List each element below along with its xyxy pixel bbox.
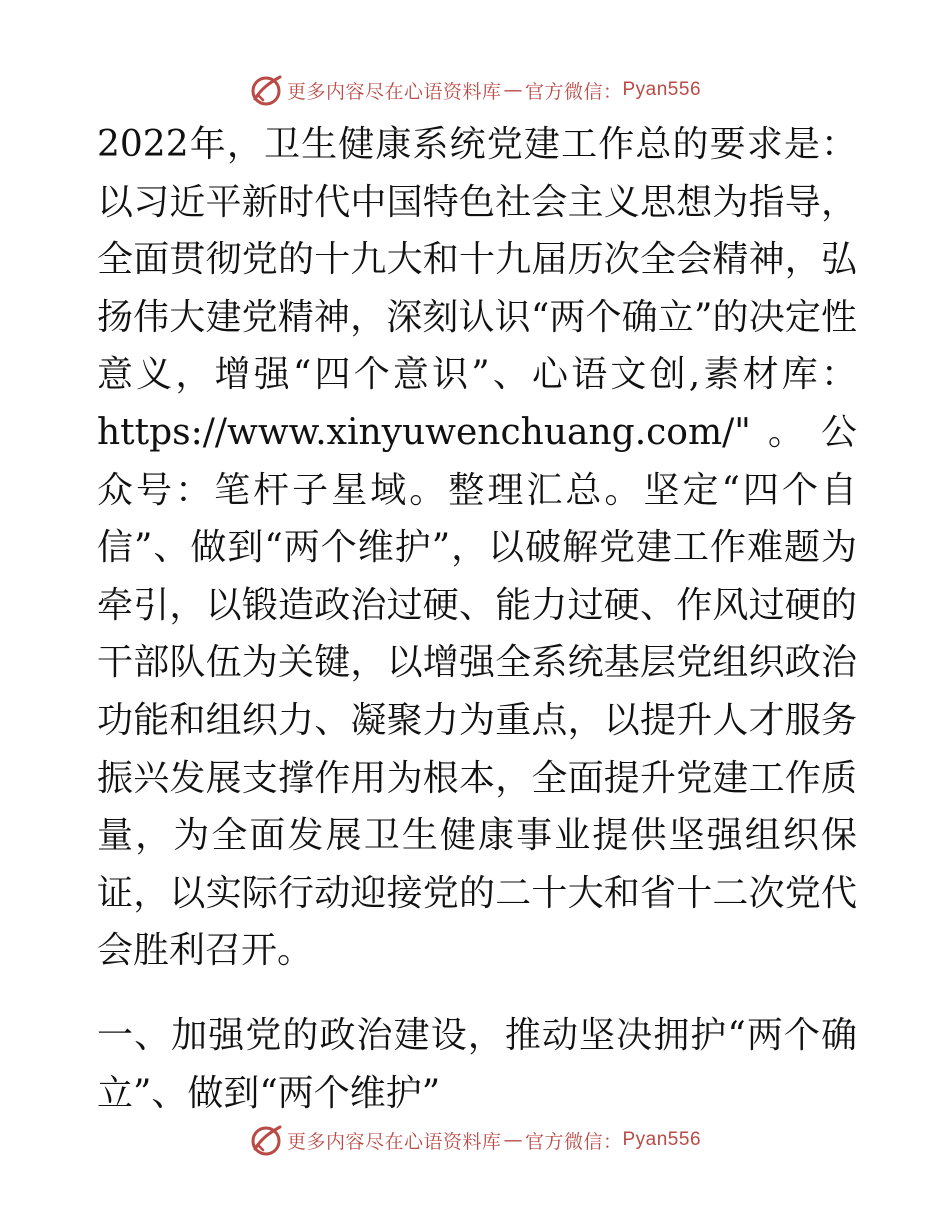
footer-banner	[0, 1120, 950, 1160]
brush-logo-icon	[249, 73, 283, 107]
header-banner	[0, 70, 950, 110]
footer-wechat-id: Pyan556	[622, 1129, 702, 1150]
footer-contact-label: 官方微信：	[524, 1130, 623, 1153]
brush-logo-icon	[249, 1123, 283, 1157]
section-heading: 一、加强党的政治建设，推动坚决拥护“两个确立”、做到“两个维护”	[97, 1014, 857, 1114]
header-wechat-id: Pyan556	[622, 79, 702, 100]
footer-separator: —	[503, 1129, 523, 1151]
document-body	[97, 116, 857, 1122]
header-brand-text: 更多内容尽在心语资料库	[286, 80, 502, 103]
header-contact-label: 官方微信：	[524, 80, 623, 103]
footer-brand-text: 更多内容尽在心语资料库	[286, 1130, 502, 1153]
header-separator: —	[503, 79, 523, 101]
body-paragraph: 2022年，卫生健康系统党建工作总的要求是：以习近平新时代中国特色社会主义思想为指导，全面贯彻党的十九大和十九届历次全会精神，弘扬伟大建党精神，深刻认识“两个确立”的决定性意义，增强“四个意识”、心语文创,素材库：https://www.xinyuwenchuang.com/"。公众号：笔杆子星域。整理汇总。坚定“四个自信”、做到“两个维护”，以破解党建工作难题为牵引，以锻造政治过硬、能力过硬、作风过硬的干部队伍为关键，以增强全系统基层党组织政治功能和组织力、凝聚力为重点，以提升人才服务振兴发展支撑作用为根本，全面提升党建工作质量，为全面发展卫生健康事业提供坚强组织保证，以实际行动迎接党的二十大和省十二次党代会胜利召开。	[97, 124, 857, 972]
